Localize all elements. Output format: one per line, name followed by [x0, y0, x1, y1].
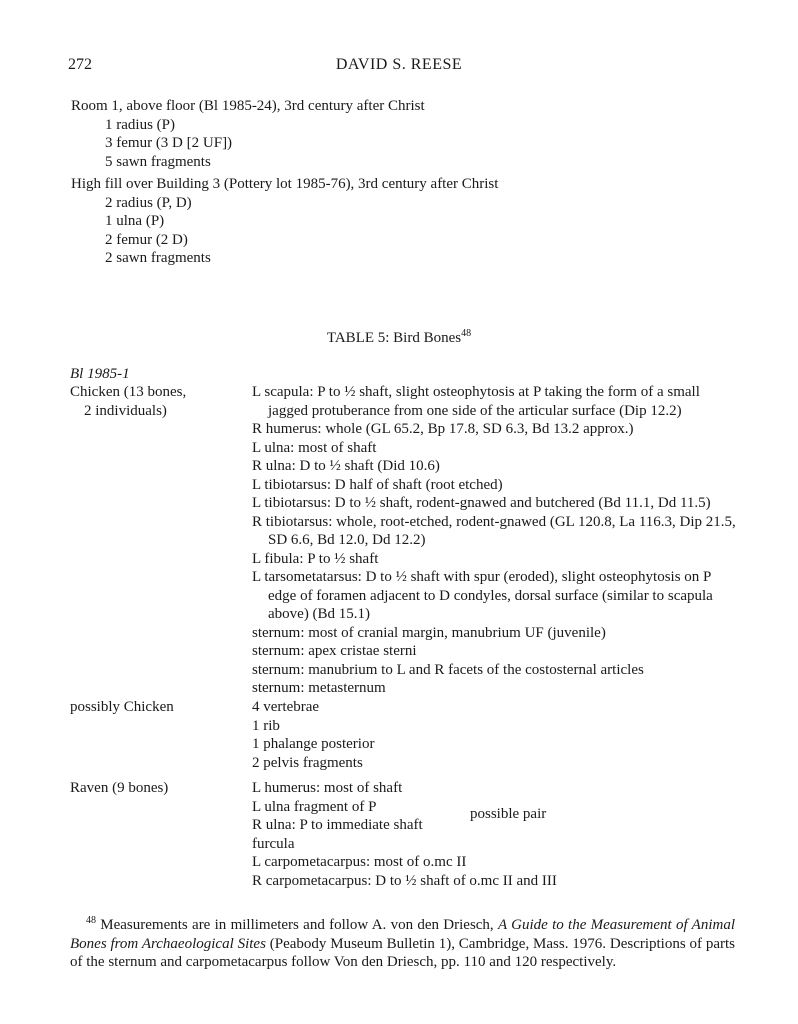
- table-row: R humerus: whole (GL 65.2, Bp 17.8, SD 6.3, Bd 13.2 approx.): [252, 421, 634, 437]
- context-heading: Room 1, above floor (Bl 1985-24), 3rd century after Christ: [71, 98, 425, 114]
- context-group: [71, 175, 751, 268]
- table-title-text: TABLE 5: Bird Bones: [326, 330, 462, 346]
- table-row: L tibiotarsus: D half of shaft (root etched): [252, 476, 503, 493]
- list-item: 1 radius (P): [105, 116, 175, 133]
- bone-entries: [252, 383, 742, 698]
- taxon-name: Chicken (13 bones,: [70, 384, 187, 400]
- taxon-label: [70, 779, 250, 798]
- table-row: 4 vertebrae: [252, 699, 320, 715]
- footnote-ref: 48: [461, 328, 472, 339]
- table-row: L tarsometatarsus: D to ½ shaft with spur (eroded), slight osteophytosis on P edge of foramen adjacent to D condyles, dorsal surface (similar to scapula above) (Bd 15.1): [252, 569, 713, 622]
- table-row: 2 pelvis fragments: [252, 754, 363, 771]
- table-row: furcula: [252, 835, 295, 852]
- table-row: sternum: manubrium to L and R facets of the costosternal articles: [252, 661, 644, 678]
- table-row: L scapula: P to ½ shaft, slight osteophytosis at P taking the form of a small jagged protuberance from one side of the articular surface (Dip 12.2): [252, 384, 700, 419]
- taxon-name: Raven (9 bones): [70, 780, 169, 796]
- list-item: 2 radius (P, D): [105, 194, 192, 211]
- bone-entries: [252, 779, 742, 890]
- table-row: R carpometacarpus: D to ½ shaft of o.mc II and III: [252, 872, 557, 889]
- footnote-text: (Peabody Museum Bulletin 1), Cambridge, Mass. 1976. Descriptions of parts of the sternum and carpometacarpus follow Von den Driesch, pp. 110 and 120 respectively.: [70, 935, 736, 970]
- context-group: [71, 97, 751, 171]
- taxon-label: [70, 698, 250, 717]
- sample-id: Bl 1985-1: [70, 366, 130, 382]
- footnote-book-title: A Guide to the Measurement of Animal Bones from Archaeological Sites: [70, 917, 735, 952]
- table-row: L fibula: P to ½ shaft: [252, 550, 379, 567]
- bone-entries: [252, 698, 742, 772]
- table-row: sternum: apex cristae sterni: [252, 643, 417, 659]
- running-head-author: DAVID S. REESE: [335, 56, 463, 73]
- taxon-count: 2 individuals): [84, 402, 167, 419]
- footnote-number: 48: [86, 915, 96, 926]
- table-row: R tibiotarsus: whole, root-etched, rodent-gnawed (GL 120.8, La 116.3, Dip 21.5, SD 6.6, Bd 12.0, Dd 12.2): [252, 513, 736, 548]
- table-row: R ulna: D to ½ shaft (Did 10.6): [252, 458, 440, 474]
- table-row: R ulna: P to immediate shaft: [252, 817, 423, 833]
- taxon-name: possibly Chicken: [70, 699, 174, 715]
- taxon-label: [70, 383, 250, 420]
- footnote-text: Measurements are in millimeters and follow A. von den Driesch,: [96, 917, 498, 933]
- page-number: 272: [68, 56, 92, 73]
- table-title: [0, 329, 798, 348]
- context-heading: High fill over Building 3 (Pottery lot 1985-76), 3rd century after Christ: [71, 176, 499, 192]
- list-item: 3 femur (3 D [2 UF]): [105, 135, 233, 151]
- pair-note: possible pair: [470, 806, 547, 822]
- list-item: 2 sawn fragments: [105, 250, 211, 266]
- table-row: L tibiotarsus: D to ½ shaft, rodent-gnawed and butchered (Bd 11.1, Dd 11.5): [252, 495, 711, 511]
- table-row: sternum: most of cranial margin, manubrium UF (juvenile): [252, 624, 606, 641]
- table-row: 1 rib: [252, 717, 280, 734]
- table-row: sternum: metasternum: [252, 680, 386, 696]
- table-row: 1 phalange posterior: [252, 736, 375, 752]
- table-row: L ulna: most of shaft: [252, 439, 377, 456]
- list-item: 2 femur (2 D): [105, 231, 188, 248]
- table-row: L carpometacarpus: most of o.mc II: [252, 854, 467, 870]
- list-item: 1 ulna (P): [105, 213, 165, 229]
- table-row: L ulna fragment of P: [252, 798, 377, 815]
- table-row: L humerus: most of shaft: [252, 780, 403, 796]
- footnote: [70, 916, 735, 972]
- list-item: 5 sawn fragments: [105, 153, 211, 170]
